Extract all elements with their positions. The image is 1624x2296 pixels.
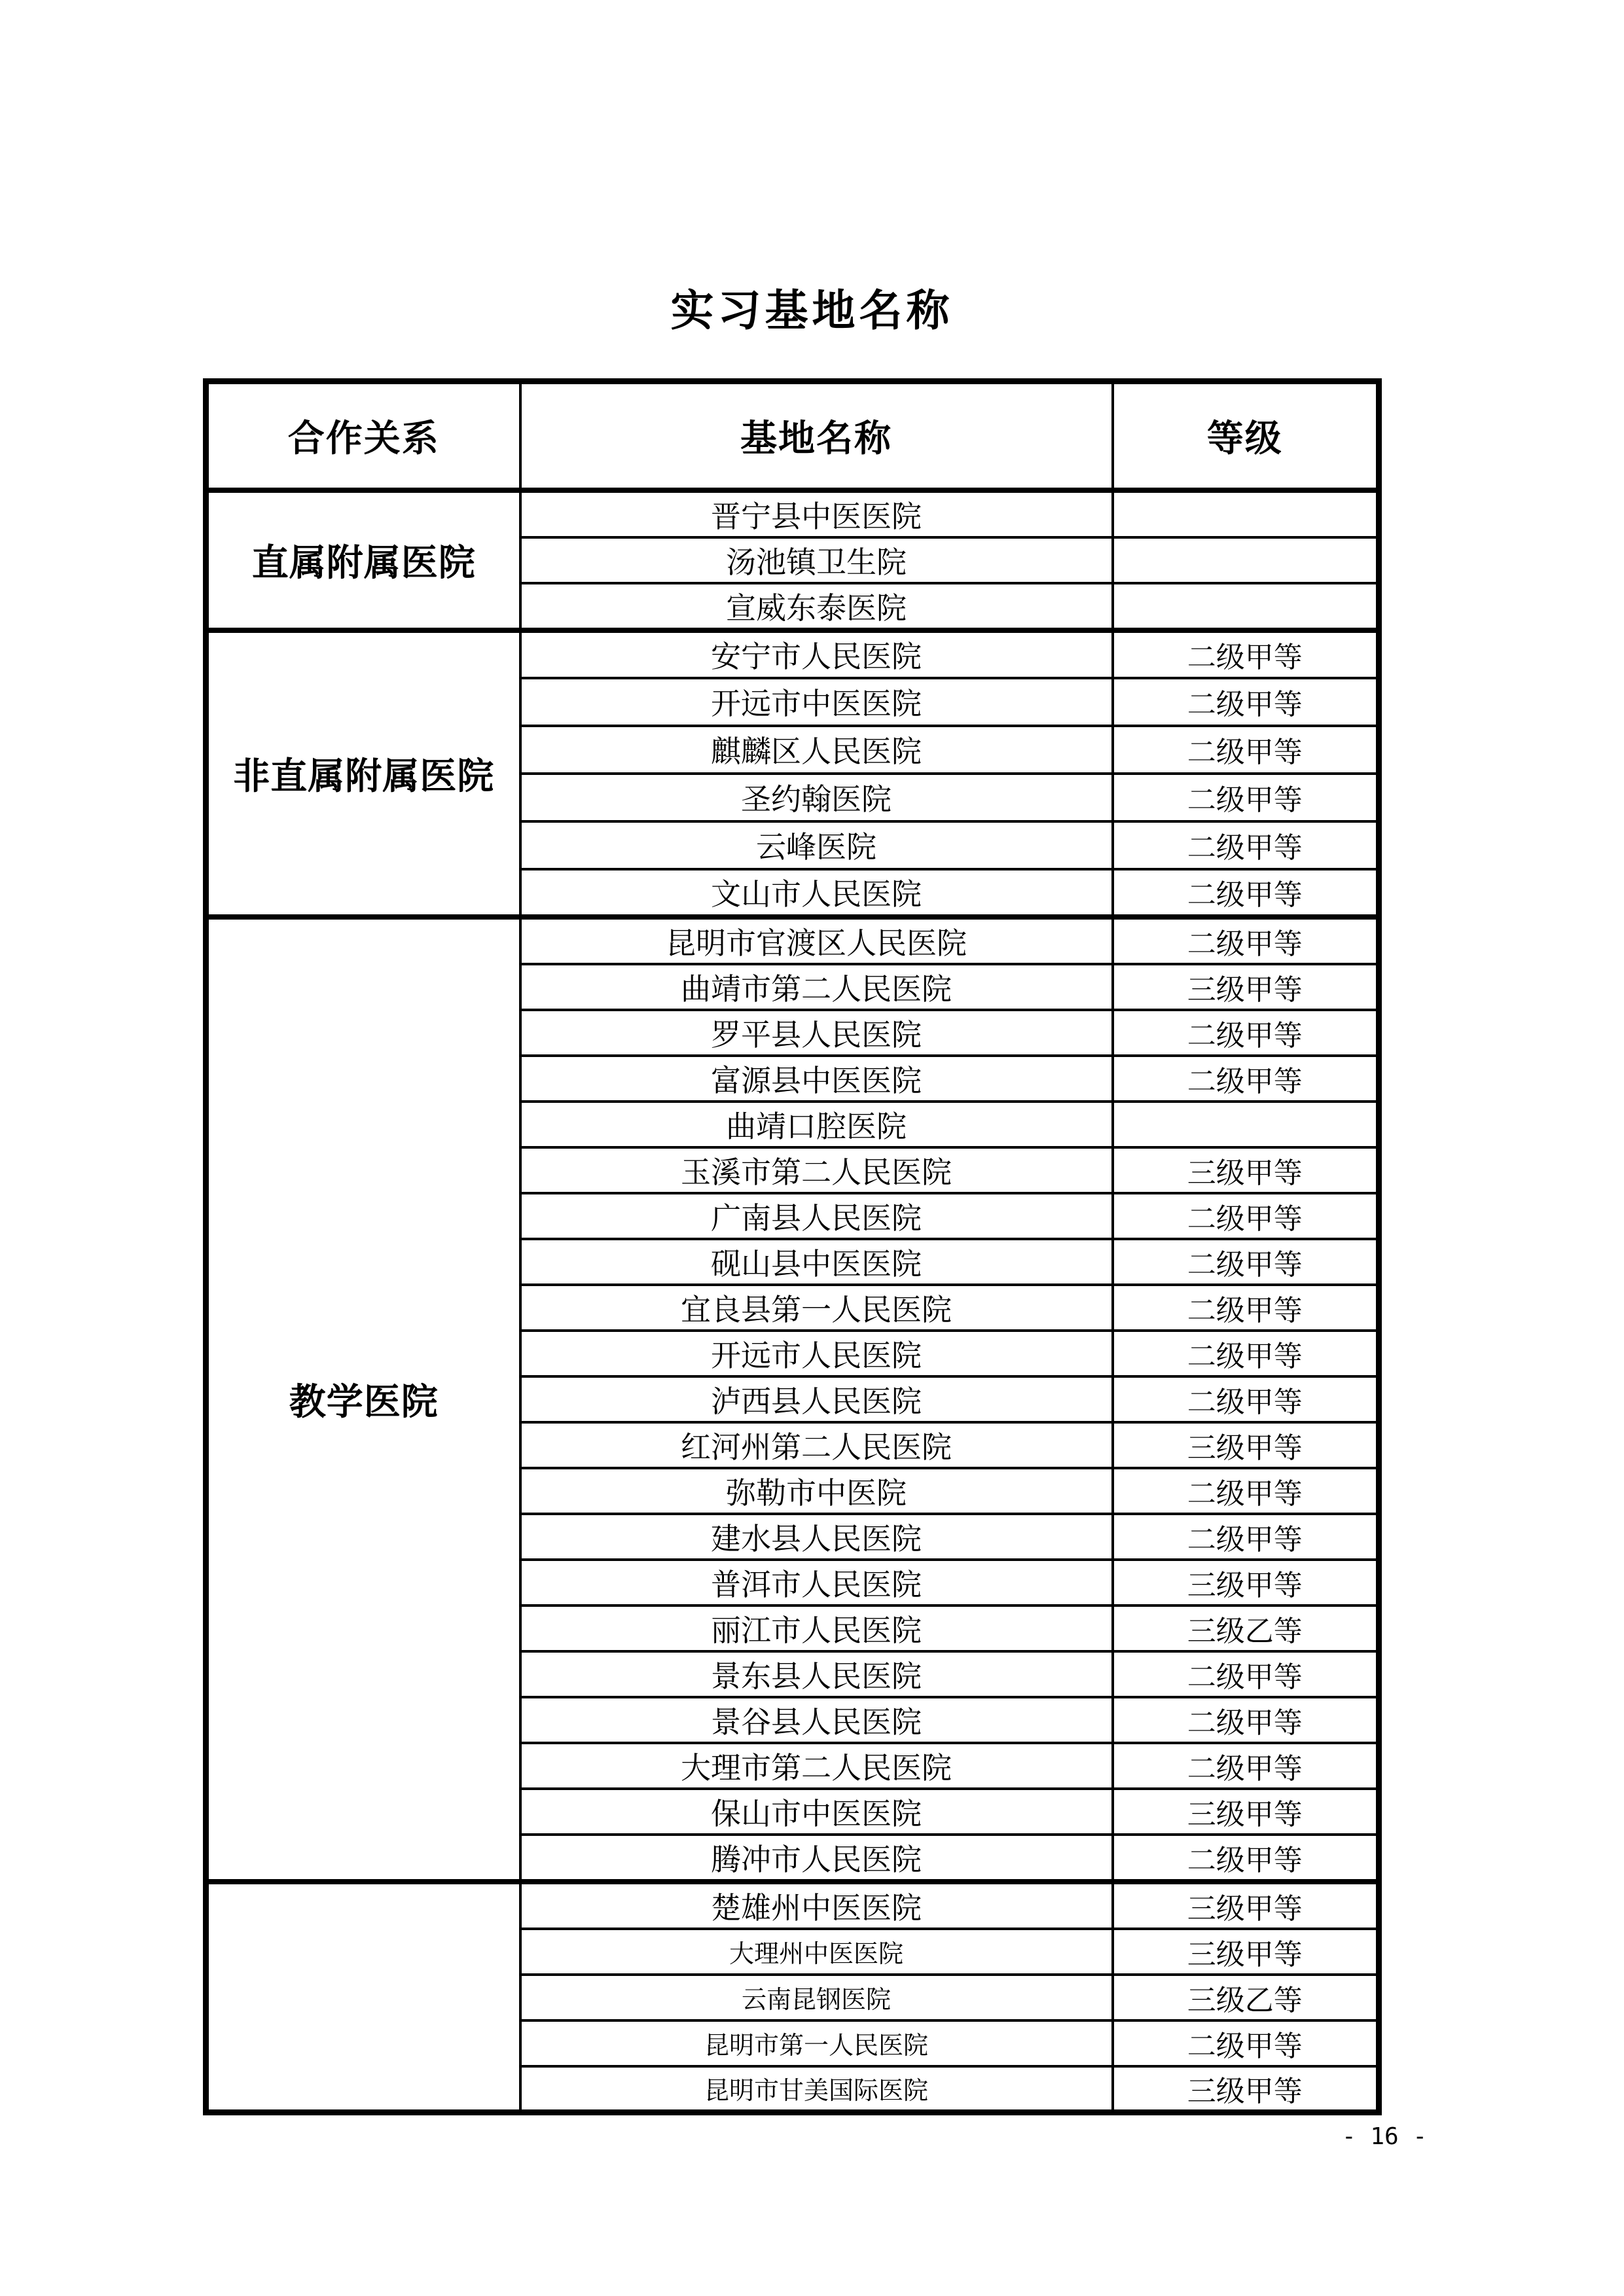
grade-cell: 二级甲等: [1113, 821, 1379, 869]
grade-cell: [1113, 1102, 1379, 1147]
hospital-name-cell: 玉溪市第二人民医院: [520, 1147, 1113, 1193]
table-header-row: [206, 382, 1379, 490]
hospital-name-cell: 昆明市甘美国际医院: [520, 2066, 1113, 2113]
hospital-name-cell: 昆明市第一人民医院: [520, 2020, 1113, 2066]
hospital-name-cell: 景东县人民医院: [520, 1651, 1113, 1697]
table-row: [206, 917, 1379, 964]
hospital-name-cell: 宣威东泰医院: [520, 583, 1113, 630]
grade-cell: 二级甲等: [1113, 726, 1379, 774]
hospital-name-cell: 开远市人民医院: [520, 1331, 1113, 1376]
grade-cell: 二级甲等: [1113, 1697, 1379, 1743]
hospital-name-cell: 汤池镇卫生院: [520, 537, 1113, 583]
grade-cell: 二级甲等: [1113, 1835, 1379, 1882]
group-label-cell: 教学医院: [206, 917, 520, 1882]
hospital-name-cell: 楚雄州中医医院: [520, 1882, 1113, 1929]
hospital-name-cell: 云南昆钢医院: [520, 1975, 1113, 2020]
grade-cell: 三级甲等: [1113, 1560, 1379, 1605]
hospital-name-cell: 红河州第二人民医院: [520, 1422, 1113, 1468]
grade-cell: 三级甲等: [1113, 2066, 1379, 2113]
hospital-name-cell: 保山市中医医院: [520, 1789, 1113, 1835]
grade-cell: 二级甲等: [1113, 1331, 1379, 1376]
grade-cell: 二级甲等: [1113, 1010, 1379, 1056]
table-header: [206, 382, 1379, 490]
grade-cell: 二级甲等: [1113, 1056, 1379, 1102]
grade-cell: 二级甲等: [1113, 1468, 1379, 1514]
group-label-cell: 非直属附属医院: [206, 630, 520, 917]
hospital-name-cell: 大理市第二人民医院: [520, 1743, 1113, 1789]
table-row: [206, 1882, 1379, 1929]
grade-cell: [1113, 490, 1379, 537]
grade-cell: 三级甲等: [1113, 1147, 1379, 1193]
hospital-name-cell: 丽江市人民医院: [520, 1605, 1113, 1651]
hospital-name-cell: 普洱市人民医院: [520, 1560, 1113, 1605]
table-row: [206, 490, 1379, 537]
grade-cell: 三级乙等: [1113, 1975, 1379, 2020]
table-row: [206, 630, 1379, 678]
grade-cell: 二级甲等: [1113, 1239, 1379, 1285]
grade-cell: [1113, 537, 1379, 583]
hospital-name-cell: 曲靖口腔医院: [520, 1102, 1113, 1147]
grade-cell: 二级甲等: [1113, 1743, 1379, 1789]
grade-cell: 二级甲等: [1113, 1514, 1379, 1560]
group-label-cell: [206, 1882, 520, 2113]
grade-cell: [1113, 583, 1379, 630]
hospital-name-cell: 砚山县中医医院: [520, 1239, 1113, 1285]
header-base-name: 基地名称: [520, 382, 1113, 490]
hospital-name-cell: 广南县人民医院: [520, 1193, 1113, 1239]
grade-cell: 三级甲等: [1113, 964, 1379, 1010]
grade-cell: 二级甲等: [1113, 1285, 1379, 1331]
group-label-cell: 直属附属医院: [206, 490, 520, 630]
base-table-body: [206, 490, 1379, 2113]
hospital-name-cell: 宜良县第一人民医院: [520, 1285, 1113, 1331]
grade-cell: 二级甲等: [1113, 2020, 1379, 2066]
hospital-name-cell: 昆明市官渡区人民医院: [520, 917, 1113, 964]
page-title: 实习基地名称: [670, 287, 954, 335]
hospital-name-cell: 腾冲市人民医院: [520, 1835, 1113, 1882]
hospital-name-cell: 景谷县人民医院: [520, 1697, 1113, 1743]
grade-cell: 二级甲等: [1113, 1651, 1379, 1697]
grade-cell: 二级甲等: [1113, 1376, 1379, 1422]
header-grade: 等级: [1113, 382, 1379, 490]
hospital-name-cell: 圣约翰医院: [520, 774, 1113, 821]
hospital-name-cell: 开远市中医医院: [520, 678, 1113, 726]
hospital-name-cell: 富源县中医医院: [520, 1056, 1113, 1102]
grade-cell: 三级甲等: [1113, 1929, 1379, 1975]
hospital-name-cell: 安宁市人民医院: [520, 630, 1113, 678]
grade-cell: 三级甲等: [1113, 1882, 1379, 1929]
hospital-name-cell: 麒麟区人民医院: [520, 726, 1113, 774]
hospital-name-cell: 罗平县人民医院: [520, 1010, 1113, 1056]
grade-cell: 三级乙等: [1113, 1605, 1379, 1651]
hospital-name-cell: 文山市人民医院: [520, 869, 1113, 917]
hospital-name-cell: 云峰医院: [520, 821, 1113, 869]
page-number: - 16 -: [1341, 2123, 1428, 2150]
grade-cell: 二级甲等: [1113, 678, 1379, 726]
hospital-name-cell: 建水县人民医院: [520, 1514, 1113, 1560]
grade-cell: 三级甲等: [1113, 1422, 1379, 1468]
grade-cell: 二级甲等: [1113, 630, 1379, 678]
grade-cell: 二级甲等: [1113, 774, 1379, 821]
hospital-name-cell: 泸西县人民医院: [520, 1376, 1113, 1422]
hospital-name-cell: 晋宁县中医医院: [520, 490, 1113, 537]
header-cooperation-relation: 合作关系: [206, 382, 520, 490]
grade-cell: 二级甲等: [1113, 1193, 1379, 1239]
grade-cell: 二级甲等: [1113, 917, 1379, 964]
hospital-name-cell: 曲靖市第二人民医院: [520, 964, 1113, 1010]
hospital-name-cell: 大理州中医医院: [520, 1929, 1113, 1975]
hospital-name-cell: 弥勒市中医院: [520, 1468, 1113, 1514]
grade-cell: 二级甲等: [1113, 869, 1379, 917]
internship-base-table: [203, 378, 1382, 2115]
grade-cell: 三级甲等: [1113, 1789, 1379, 1835]
